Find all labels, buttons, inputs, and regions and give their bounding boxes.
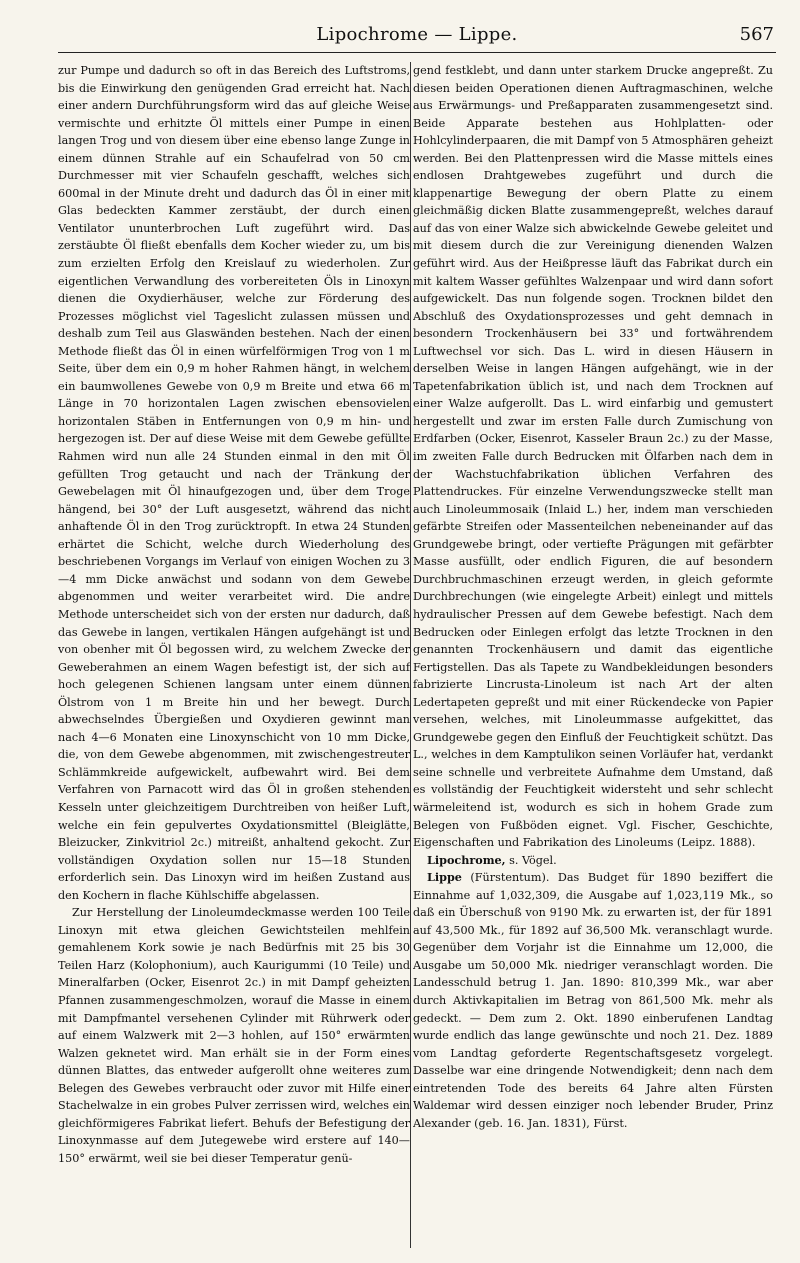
entry-headword: Lipochrome,: [427, 852, 506, 867]
paragraph: gend festklebt, und dann unter starkem Drucke angepreßt. Zu diesen beiden Operationen dienen Auftragmaschinen, welche aus Erwärmungs- und Preßapparaten zusammengesetzt sind. Beide Apparate bestehen aus Hohlplatten- oder Hohlcylinderpaaren, die mit Dampf von 5 Atmosphären geheizt werden. Bei den Plattenpressen wird die Masse mittels eines endlosen Drahtgewebes zugeführt und durch die klappenartige Bewegung der obern Platte zu einem gleichmäßig dicken Blatte zusammengepreßt, welches darauf auf das von einer Walze sich abwickelnde Gewebe geleitet und mit diesem durch die zur Vereinigung dienenden Walzen geführt wird. Aus der Heißpresse läuft das Fabrikat durch ein mit kaltem Wasser gefühltes Walzenpaar und wird dann sofort aufgewickelt. Das nun folgende sogen. Trocknen bildet den Abschluß des Oxydationsprozesses und geht demnach in besondern Trockenhäusern bei 33° und fortwährendem Luftwechsel vor sich. Das L. wird in diesen Häusern in derselben Weise in langen Hängen aufgehängt, wie in der Tapetenfabrikation üblich ist, und nach dem Trocknen auf einer Walze aufgerollt. Das L. wird einfarbig und gemustert hergestellt und zwar im ersten Falle durch Zumischung von Erdfarben (Ocker, Eisenrot, Kasseler Braun 2c.) zu der Masse, im zweiten Falle durch Bedrucken mit Ölfarben nach dem in der Wachstuchfabrikation üblichen Verfahren des Plattendruckes. Für einzelne Verwendungszwecke stellt man auch Linoleummosaik (Inlaid L.) her, indem man verschieden gefärbte Streifen oder Massenteilchen nebeneinander auf das Grundgewebe bringt, oder vertiefte Prägungen mit gefärbter Masse ausfüllt, oder endlich Figuren, die auf besondern Durchbruchmaschinen erzeugt werden, in gleich geformte Durchbrechungen (wie eingelegte Arbeit) einlegt und mittels hydraulischer Pressen auf dem Gewebe befestigt. Nach dem Bedrucken oder Einlegen erfolgt das letzte Trocknen in den genannten Trockenhäusern und damit das eigentliche Fertigstellen. Das als Tapete zu Wandbekleidungen besonders fabrizierte Lincrusta-Linoleum ist nach Art der alten Ledertapeten gepreßt und mit einer Rückendecke von Papier versehen, welches, mit Linoleummasse aufgekittet, das Grundgewebe gegen den Einfluß der Feuchtigkeit schützt. Das L., welches in dem Kamptulikon seinen Vorläufer hat, verdankt seine schnelle und verbreitete Aufnahme dem Umstand, daß es vollständig der Feuchtigkeit widersteht und sehr schlecht wärmeleitend ist, wodurch es sich in hohem Grade zum Belegen von Fußböden eignet. Vgl. Fischer, Geschichte, Eigenschaften und Fabrikation des Linoleums (Leipz. 1888).: [413, 64, 773, 850]
page-number: 567: [739, 24, 774, 45]
entry-text: (Fürstentum). Das Budget für 1890 beziffert die Einnahme auf 1,032,309, die Ausgabe auf 1,023,119 Mk., so daß ein Überschuß von 9190 Mk. zu erwarten ist, der für 1891 auf 43,500 Mk., für 1892 auf 36,500 Mk. veranschlagt wurde. Gegenüber dem Vorjahr ist die Einnahme um 12,000, die Ausgabe um 50,000 Mk. niedriger veranschlagt worden. Die Landesschuld betrug 1. Jan. 1890: 810,399 Mk., war aber durch Aktivkapitalien im Betrag von 861,500 Mk. mehr als gedeckt. — Dem zum 2. Okt. 1890 einberufenen Landtag wurde endlich das lange gewünschte und noch 21. Dez. 1889 vom Landtag geforderte Regentschaftsgesetz vorgelegt. Dasselbe war eine dringende Notwendigkeit; denn nach dem eintretenden Tode des bereits 64 Jahre alten Fürsten Waldemar wird dessen einziger noch lebender Bruder, Prinz Alexander (geb. 16. Jan. 1831), Fürst.: [413, 871, 773, 1130]
entry-lippe: [413, 869, 773, 1132]
column-divider: [410, 62, 411, 1248]
paragraph: Zur Herstellung der Linoleumdeckmasse werden 100 Teile Linoxyn mit etwa gleichen Gewichtsteilen mehlfein gemahlenem Kork sowie je nach Bedürfnis mit 25 bis 30 Teilen Harz (Kolophonium), auch Kaurigummi (10 Teile) und Mineralfarben (Ocker, Eisenrot 2c.) in mit Dampf geheizten Pfannen zusammengeschmolzen, worauf die Masse in einem mit Dampfmantel versehenen Cylinder mit Rührwerk oder auf einem Walzwerk mit 2—3 hohlen, auf 150° erwärmten Walzen geknetet wird. Man erhält sie in der Form eines dünnen Blattes, das entweder aufgerollt ohne weiteres zum Belegen des Gewebes verbraucht oder zuvor mit Hilfe einer Stachelwalze in ein grobes Pulver zerrissen wird, welches ein gleichförmigeres Fabrikat liefert. Behufs der Befestigung der Linoxynmasse auf dem Jutegewebe wird erstere auf 140—150° erwärmt, weil sie bei dieser Temperatur genü-: [58, 906, 410, 1165]
page-header: [58, 22, 776, 53]
right-column: [413, 62, 773, 1248]
left-column: [58, 62, 410, 1248]
entry-headword: Lippe: [427, 870, 462, 885]
paragraph: zur Pumpe und dadurch so oft in das Bereich des Luftstroms, bis die Einwirkung den genügenden Grad erreicht hat. Nach einer andern Durchführungsform wird das auf gleiche Weise vermischte und erhitzte Öl mittels einer Pumpe in einen langen Trog und von diesem über eine ebenso lange Zunge in einem dünnen Strahle auf ein Schaufelrad von 50 cm Durchmesser mit vier Schaufeln geschafft, welches sich 600mal in der Minute dreht und dadurch das Öl in einer mit Glas bedeckten Kammer zerstäubt, der durch einen Ventilator ununterbrochen Luft zugeführt wird. Das zerstäubte Öl fließt ebenfalls dem Kocher wieder zu, um bis zum erzielten Erfolg den Kreislauf zu wiederholen. Zur eigentlichen Verwandlung des vorbereiteten Öls in Linoxyn dienen die Oxydierhäuser, welche zur Förderung des Prozesses möglichst viel Tageslicht zulassen müssen und deshalb zum Teil aus Glaswänden bestehen. Nach der einen Methode fließt das Öl in einen würfelförmigen Trog von 1 m Seite, über dem ein 0,9 m hoher Rahmen hängt, in welchem ein baumwollenes Gewebe von 0,9 m Breite und etwa 66 m Länge in 70 horizontalen Lagen zwischen ebensovielen horizontalen Stäben in Entfernungen von 0,9 m hin- und hergezogen ist. Der auf diese Weise mit dem Gewebe gefüllte Rahmen wird nun alle 24 Stunden einmal in den mit Öl gefüllten Trog getaucht und nach der Tränkung der Gewebelagen mit Öl hinaufgezogen und, über dem Troge hängend, bei 30° der Luft ausgesetzt, während das nicht anhaftende Öl in den Trog zurücktropft. In etwa 24 Stunden erhärtet die Schicht, welche durch Wiederholung des beschriebenen Vorgangs im Verlauf von einigen Wochen zu 3—4 mm Dicke anwächst und sodann von dem Gewebe abgenommen und weiter verarbeitet wird. Die andre Methode unterscheidet sich von der ersten nur dadurch, daß das Gewebe in langen, vertikalen Hängen aufgehängt ist und von obenher mit Öl begossen wird, zu welchem Zwecke der Geweberahmen an einem Wagen befestigt ist, der sich auf hoch gelegenen Schienen langsam unter einem dünnen Ölstrom von 1 m Breite hin und her bewegt. Durch abwechselndes Übergießen und Oxydieren gewinnt man nach 4—6 Monaten eine Linoxynschicht von 10 mm Dicke, die, von dem Gewebe abgenommen, mit zwischengestreuter Schlämmkreide aufgewickelt, aufbewahrt wird. Bei dem Verfahren von Parnacott wird das Öl in großen stehenden Kesseln unter gleichzeitigem Durchtreiben von heißer Luft, welche ein fein gepulvertes Oxydationsmittel (Bleiglätte, Bleizucker, Zinkvitriol 2c.) mitreißt, anhaltend gekocht. Zur vollständigen Oxydation sollen nur 15—18 Stunden erforderlich sein. Das Linoxyn wird im heißen Zustand aus den Kochern in flache Kühlschiffe abgelassen.: [58, 64, 410, 902]
running-title: Lipochrome — Lippe.: [316, 24, 518, 45]
entry-text: s. Vögel.: [505, 853, 557, 867]
entry-lipochrome: [413, 852, 773, 870]
